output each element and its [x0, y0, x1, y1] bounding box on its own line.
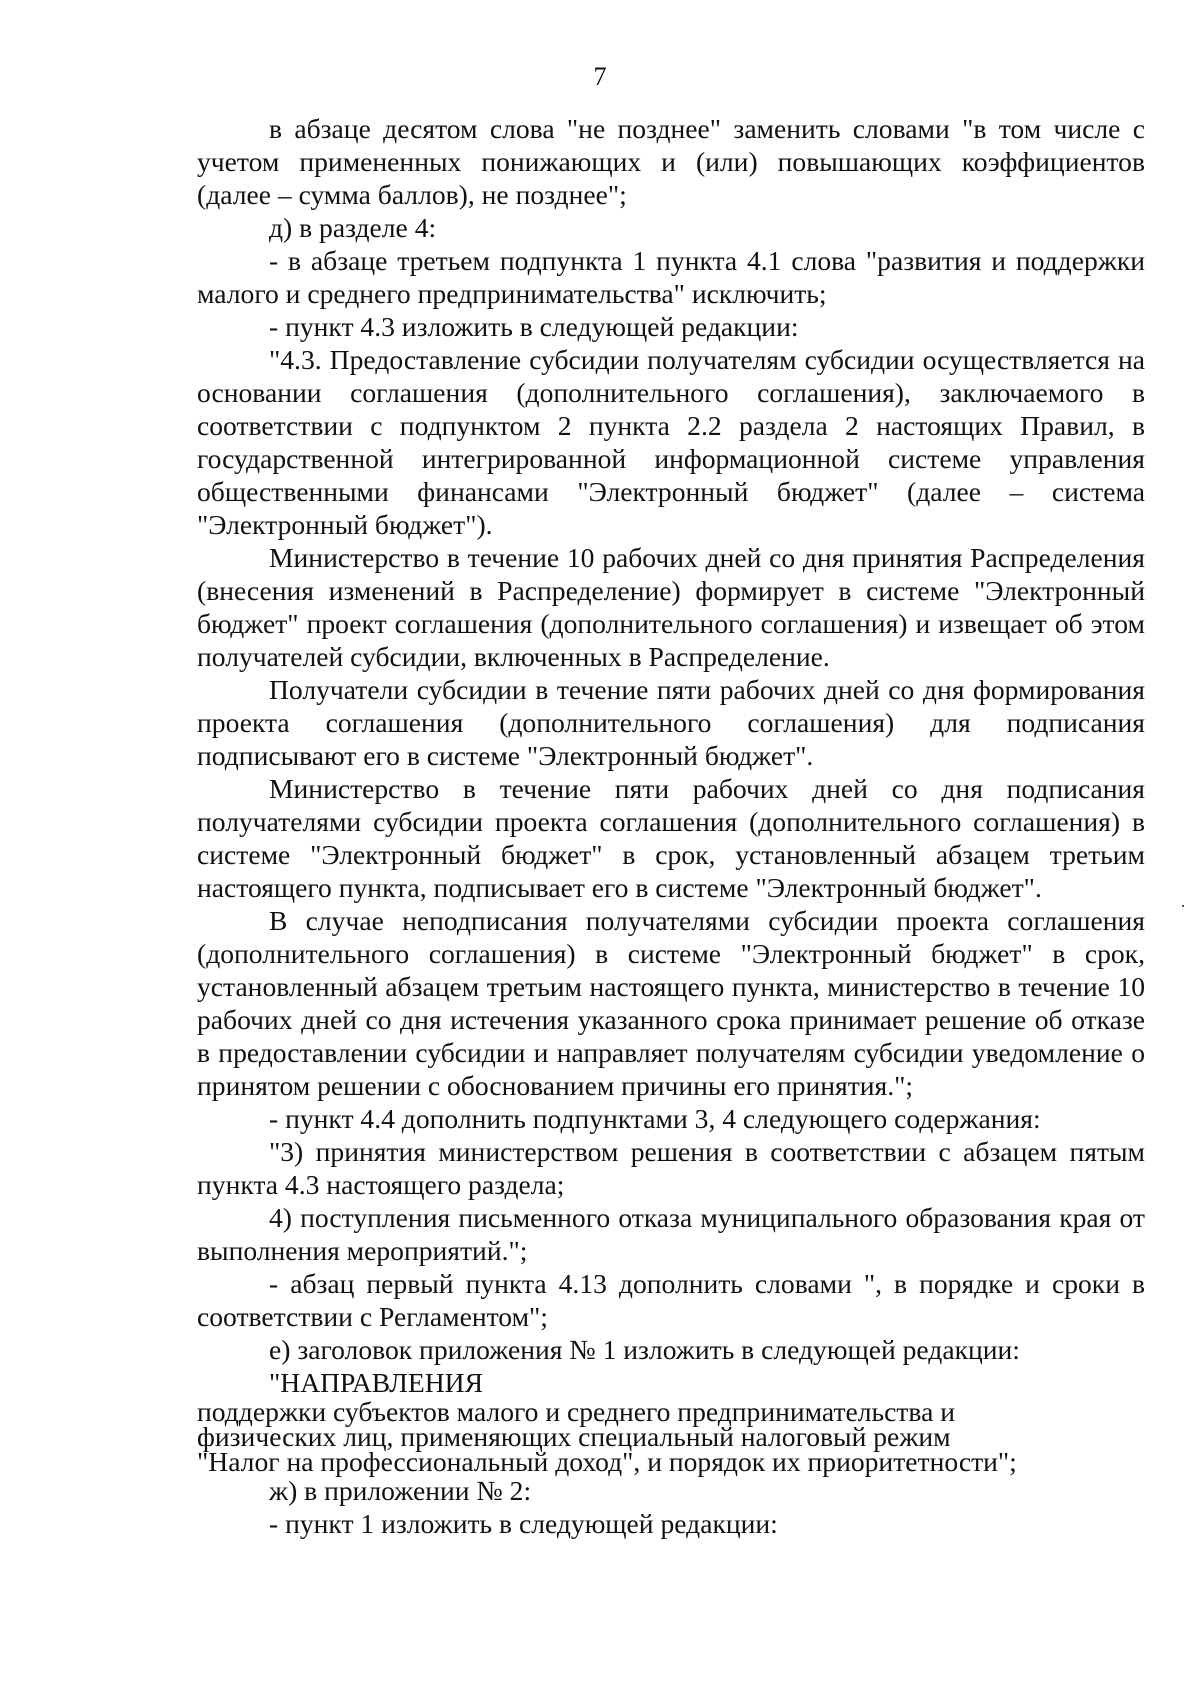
paragraph: В случае неподписания получателями субсидии проекта соглашения (дополнительного соглашения) в системе "Электронный бюджет" в срок, установленный абзацем третьим настоящего пункта, министерство в течение 10 рабочих дней со дня истечения указанного срока принимает решение об отказе в предоставлении субсидии и направляет получателям субсидии уведомление о принятом решении с обоснованием причины его принятия.";: [197, 905, 1145, 1101]
scan-speck: [1182, 905, 1184, 907]
paragraph: "4.3. Предоставление субсидии получателям субсидии осуществляется на основании соглашения (дополнительного соглашения), заключаемого в соответствии с подпунктом 2 пункта 2.2 раздела 2 настоящих Правил, в государственной интегрированной информационной системе управления общественными финансами "Электронный бюджет" (далее – система "Электронный бюджет").: [197, 344, 1145, 540]
document-body: [197, 112, 1145, 1540]
paragraph: в абзаце десятом слова "не позднее" заменить словами "в том числе с учетом примененных понижающих и (или) повышающих коэффициентов (далее – сумма баллов), не позднее";: [197, 113, 1145, 210]
paragraph: - пункт 4.4 дополнить подпунктами 3, 4 следующего содержания:: [269, 1103, 1041, 1134]
heading-line: поддержки субъектов малого и среднего предпринимательства и: [197, 1396, 956, 1427]
paragraph: д) в разделе 4:: [269, 212, 437, 243]
paragraph: - пункт 1 изложить в следующей редакции:: [269, 1508, 778, 1539]
paragraph: - абзац первый пункта 4.13 дополнить словами ", в порядке и сроки в соответствии с Регламентом";: [197, 1268, 1145, 1332]
paragraph: "3) принятия министерством решения в соответствии с абзацем пятым пункта 4.3 настоящего раздела;: [197, 1136, 1145, 1200]
paragraph: Министерство в течение пяти рабочих дней со дня подписания получателями субсидии проекта соглашения (дополнительного соглашения) в системе "Электронный бюджет" в срок, установленный абзацем третьим настоящего пункта, подписывает его в системе "Электронный бюджет".: [197, 773, 1145, 903]
paragraph: - пункт 4.3 изложить в следующей редакции:: [269, 311, 799, 342]
appendix-heading-subtitle: [197, 1396, 1145, 1477]
paragraph: е) заголовок приложения № 1 изложить в следующей редакции:: [269, 1334, 1020, 1365]
paragraph: - в абзаце третьем подпункта 1 пункта 4.1 слова "развития и поддержки малого и среднего предпринимательства" исключить;: [197, 245, 1145, 309]
page-number: 7: [593, 62, 607, 91]
paragraph: Министерство в течение 10 рабочих дней со дня принятия Распределения (внесения изменений в Распределение) формирует в системе "Электронный бюджет" проект соглашения (дополнительного соглашения) и извещает об этом получателей субсидии, включенных в Распределение.: [197, 542, 1145, 672]
heading-line: физических лиц, применяющих специальный налоговый режим: [197, 1421, 951, 1452]
paragraph: 4) поступления письменного отказа муниципального образования края от выполнения мероприятий.";: [197, 1202, 1145, 1266]
appendix-heading-title: "НАПРАВЛЕНИЯ: [269, 1367, 483, 1398]
paragraph: Получатели субсидии в течение пяти рабочих дней со дня формирования проекта соглашения (дополнительного соглашения) для подписания подписывают его в системе "Электронный бюджет".: [197, 674, 1145, 771]
paragraph: ж) в приложении № 2:: [269, 1475, 532, 1506]
heading-line: "Налог на профессиональный доход", и порядок их приоритетности";: [197, 1446, 1017, 1477]
